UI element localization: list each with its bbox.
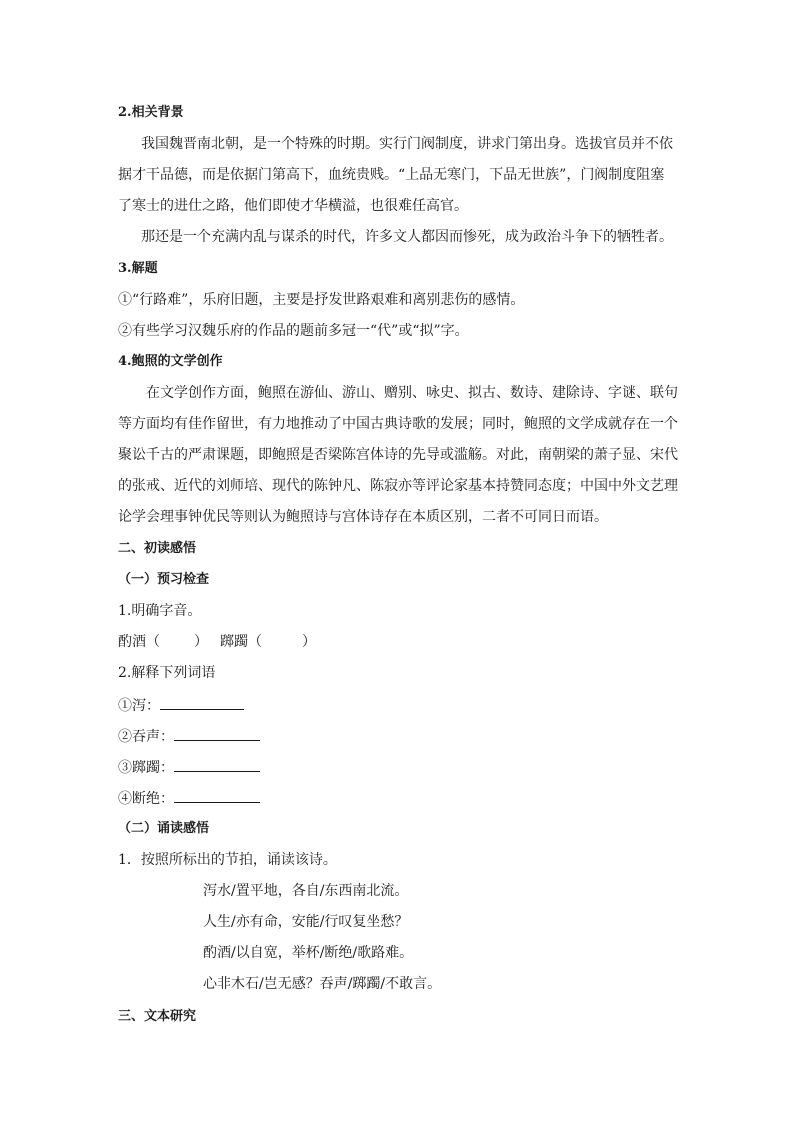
preview-check-heading: （一）预习检查 (118, 572, 210, 587)
literary-heading: 4.鲍照的文学创作 (118, 354, 223, 369)
paren-close-2: ） (302, 634, 316, 650)
section2-heading: 二、初读感悟 (118, 541, 197, 556)
term-row (118, 788, 260, 809)
background-para1-line1: 我国魏晋南北朝，是一个特殊的时期。实行门阀制度，讲求门第出身。选拔官员并不依 (141, 136, 673, 152)
poem-line-4: 心非木石/岂无感？吞声/踯躅/不敢言。 (203, 976, 442, 992)
question-recite: 1．按照所标出的节拍，诵读该诗。 (118, 852, 337, 868)
word-zhuojiu: 酌酒（ (118, 634, 160, 650)
answer-line-xie[interactable] (160, 695, 244, 710)
background-para2: 那还是一个充满内乱与谋杀的时代，许多文人都因而惨死，成为政治斗争下的牺牲者。 (141, 229, 673, 245)
paren-close-1: ） (194, 634, 208, 650)
term-row (118, 726, 260, 747)
literary-line1: 在文学创作方面，鲍照在游仙、游山、赠别、咏史、拟古、数诗、建除诗、字谜、联句 (146, 385, 678, 401)
title-explain-item1: ①“行路难”，乐府旧题，主要是抒发世路艰难和离别悲伤的感情。 (118, 292, 525, 308)
term-duanjue: ④断绝： (118, 791, 174, 807)
title-explain-heading: 3.解题 (118, 261, 158, 276)
literary-line3: 聚讼千古的严肃课题，即鲍照是否梁陈宫体诗的先导或滥觞。对此，南朝梁的萧子显、宋代 (118, 447, 678, 463)
term-zhizhu: ③踯躅： (118, 760, 174, 776)
background-para1-line2: 据才干品德，而是依据门第高下，血统贵贱。“上品无寒门，下品无世族”，门阀制度阻塞 (118, 167, 665, 183)
term-tunsheng: ②吞声： (118, 729, 174, 745)
word-zhizhu: 踯躅（ (220, 634, 262, 650)
literary-line5: 论学会理事钟优民等则认为鲍照诗与宫体诗存在本质区别，二者不可同日而语。 (118, 509, 608, 525)
background-heading: 2.相关背景 (118, 105, 184, 120)
question-pronunciation: 1.明确字音。 (118, 603, 202, 619)
background-para1-line3: 了寒士的进仕之路，他们即使才华横溢，也很难任高官。 (118, 198, 468, 214)
poem-line-1: 泻水/置平地，各自/东西南北流。 (203, 883, 409, 899)
literary-line4: 的张戒、近代的刘师培、现代的陈钟凡、陈寂亦等评论家基本持赞同态度；中国中外文艺理 (118, 478, 678, 494)
term-xie: ①泻： (118, 698, 160, 714)
question-explain-terms: 2.解释下列词语 (118, 665, 216, 681)
title-explain-item2: ②有些学习汉魏乐府的作品的题前多冠一“代”或“拟”字。 (118, 323, 469, 339)
poem-line-2: 人生/亦有命，安能/行叹复坐愁？ (203, 914, 409, 930)
poem-line-3: 酌酒/以自宽，举杯/断绝/歌路难。 (203, 945, 414, 961)
recite-heading: （二）诵读感悟 (118, 821, 210, 836)
pronunciation-line (118, 632, 316, 652)
term-row (118, 695, 244, 716)
answer-line-zhizhu[interactable] (174, 757, 260, 772)
section3-heading: 三、文本研究 (118, 1009, 197, 1024)
answer-line-tunsheng[interactable] (174, 726, 260, 741)
answer-line-duanjue[interactable] (174, 788, 260, 803)
term-row (118, 757, 260, 778)
literary-line2: 等方面均有佳作留世，有力地推动了中国古典诗歌的发展；同时，鲍照的文学成就存在一个 (118, 416, 678, 432)
